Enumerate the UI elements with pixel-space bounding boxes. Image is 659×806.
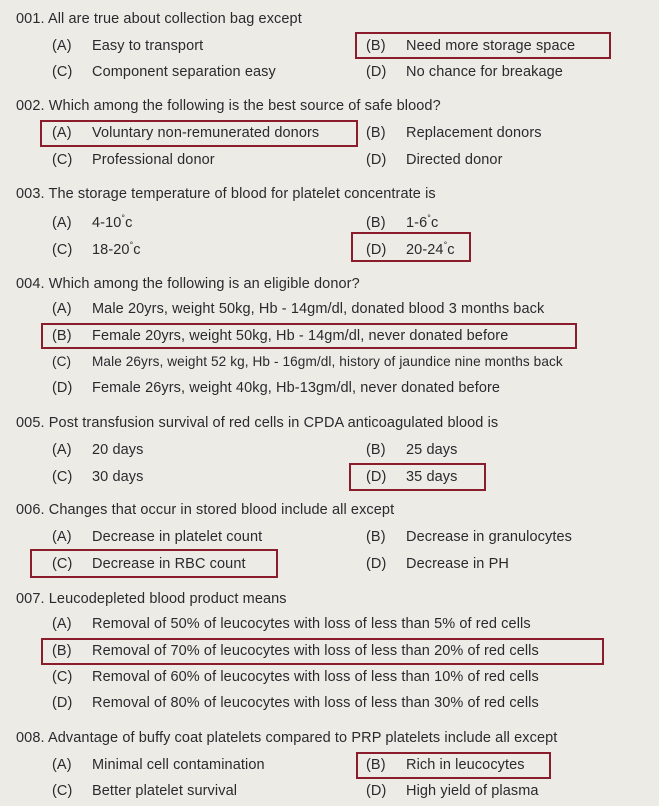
q006-option-b: (B) Decrease in granulocytes — [366, 529, 573, 545]
answer-highlight-box — [41, 323, 577, 349]
question-008 — [16, 730, 557, 746]
question-number: 007. — [16, 591, 45, 607]
q002-option-c: (C) Professional donor — [52, 152, 215, 168]
question-005 — [16, 415, 498, 431]
q005-option-c: (C) 30 days — [52, 469, 144, 485]
answer-highlight-box — [40, 120, 358, 147]
q004-option-a: (A) Male 20yrs, weight 50kg, Hb - 14gm/dl, donated blood 3 months back — [52, 301, 545, 317]
q005-option-d: (D) 35 days — [366, 469, 458, 485]
question-text: Which among the following is the best source of safe blood? — [48, 98, 441, 114]
q008-option-d: (D) High yield of plasma — [366, 783, 539, 799]
question-003 — [16, 186, 436, 202]
q003-option-d: (D) 20-24°c — [366, 240, 455, 258]
degree-sign: ° — [427, 213, 431, 223]
question-number: 002. — [16, 98, 45, 114]
q002-option-d: (D) Directed donor — [366, 152, 503, 168]
answer-highlight-box — [356, 752, 551, 779]
question-number: 008. — [16, 730, 45, 746]
q004-option-d: (D) Female 26yrs, weight 40kg, Hb-13gm/dl, never donated before — [52, 380, 501, 396]
q007-option-c: (C) Removal of 60% of leucocytes with loss of less than 10% of red cells — [52, 669, 539, 685]
q005-option-a: (A) 20 days — [52, 442, 144, 458]
q002-option-a: (A) Voluntary non-remunerated donors — [52, 125, 320, 141]
question-text: Advantage of buffy coat platelets compared to PRP platelets include all except — [47, 730, 558, 746]
q006-option-c: (C) Decrease in RBC count — [52, 556, 246, 572]
q001-option-d: (D) No chance for breakage — [366, 64, 563, 80]
answer-highlight-box — [41, 638, 604, 665]
question-007 — [16, 591, 287, 607]
q008-option-a: (A) Minimal cell contamination — [52, 757, 265, 773]
q001-option-c: (C) Component separation easy — [52, 64, 276, 80]
q003-option-c: (C) 18-20°c — [52, 240, 141, 258]
question-text: Which among the following is an eligible donor? — [48, 276, 360, 292]
q006-option-a: (A) Decrease in platelet count — [52, 529, 263, 545]
question-001 — [16, 11, 302, 27]
q001-option-b: (B) Need more storage space — [366, 38, 576, 54]
q004-option-c: (C) Male 26yrs, weight 52 kg, Hb - 16gm/dl, history of jaundice nine months back — [52, 354, 563, 369]
q005-option-b: (B) 25 days — [366, 442, 458, 458]
question-number: 004. — [16, 276, 45, 292]
q008-option-c: (C) Better platelet survival — [52, 783, 238, 799]
question-text: All are true about collection bag except — [47, 11, 302, 27]
degree-sign: ° — [129, 240, 134, 250]
answer-highlight-box — [355, 32, 611, 59]
question-number: 003. — [16, 186, 45, 202]
question-006 — [16, 502, 394, 518]
question-text: Changes that occur in stored blood include all except — [48, 502, 395, 518]
answer-highlight-box — [351, 232, 471, 262]
q003-option-b: (B) 1-6°c — [366, 213, 439, 231]
question-text: Post transfusion survival of red cells in CPDA anticoagulated blood is — [48, 415, 499, 431]
question-002 — [16, 98, 441, 114]
question-text: The storage temperature of blood for platelet concentrate is — [48, 186, 436, 202]
degree-sign: ° — [121, 213, 126, 223]
q006-option-d: (D) Decrease in PH — [366, 556, 509, 572]
q007-option-d: (D) Removal of 80% of leucocytes with loss of less than 30% of red cells — [52, 695, 539, 711]
q003-option-a: (A) 4-10°c — [52, 213, 133, 231]
q001-option-a: (A) Easy to transport — [52, 38, 204, 54]
degree-sign: ° — [443, 240, 448, 250]
q008-option-b: (B) Rich in leucocytes — [366, 757, 525, 773]
question-number: 005. — [16, 415, 45, 431]
q004-option-b: (B) Female 20yrs, weight 50kg, Hb - 14gm/dl, never donated before — [52, 328, 509, 344]
q007-option-b: (B) Removal of 70% of leucocytes with loss of less than 20% of red cells — [52, 643, 539, 659]
answer-highlight-box — [349, 463, 486, 491]
question-text: Leucodepleted blood product means — [48, 591, 287, 607]
question-number: 001. — [16, 11, 45, 27]
question-number: 006. — [16, 502, 45, 518]
answer-highlight-box — [30, 549, 278, 578]
q002-option-b: (B) Replacement donors — [366, 125, 542, 141]
q007-option-a: (A) Removal of 50% of leucocytes with loss of less than 5% of red cells — [52, 616, 531, 632]
question-004 — [16, 276, 360, 292]
